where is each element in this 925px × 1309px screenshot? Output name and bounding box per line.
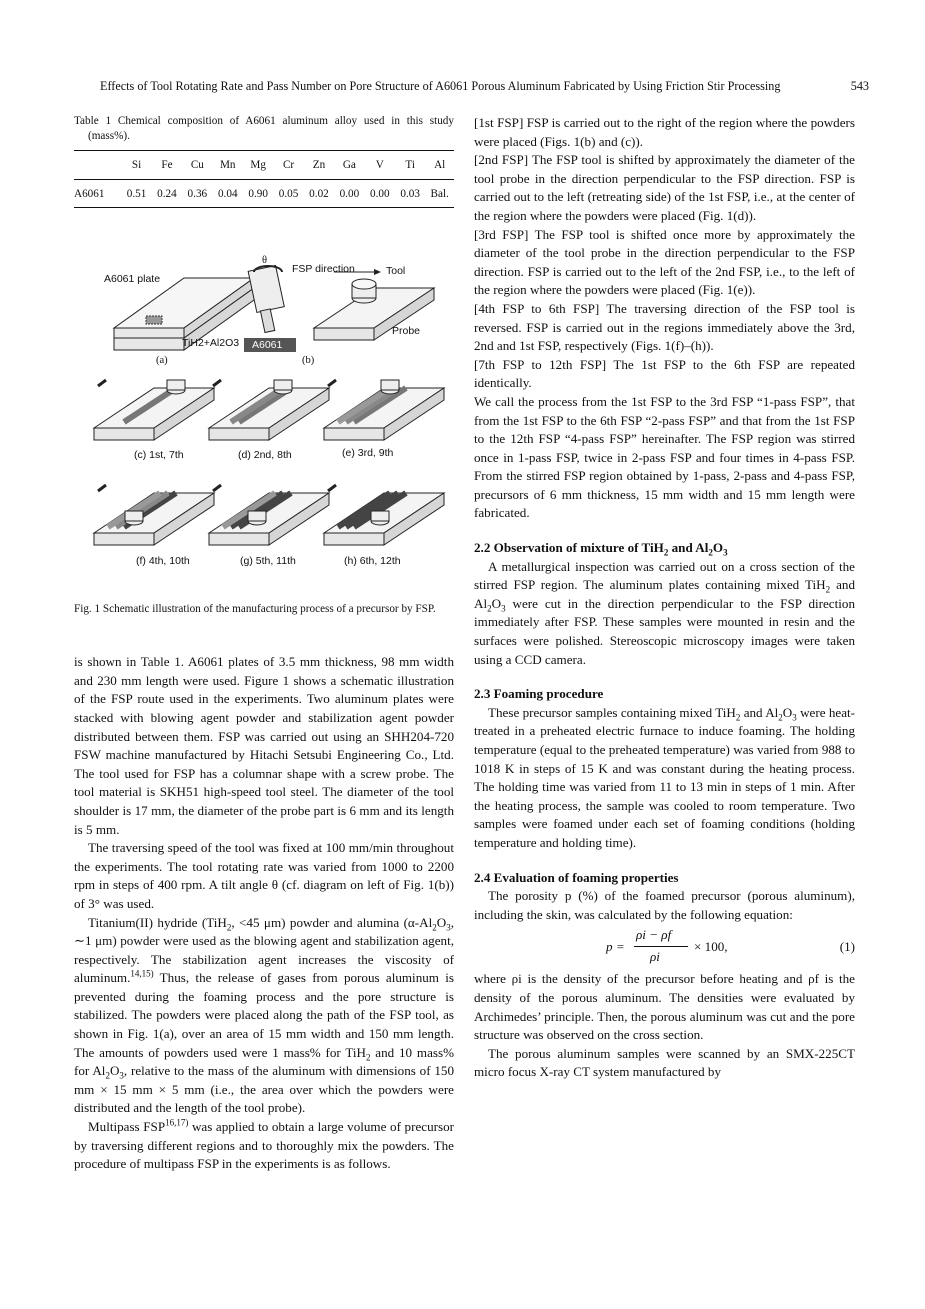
fig-g-plate [209,485,329,545]
body-paragraph: A metallurgical inspection was carried out on a cross section of the stirred FSP region. The aluminum plates containing mixed TiH$_2$ and $Al_2O_3$ were cut in the direction perpendicular to the FSP direction immediately after FSP. These samples were mounted in resin and the surfaces were polished. Stereoscopic microscopy images were taken using a CCD camera. [474,558,856,667]
section-heading-2-3: 2.3 Foaming procedure [474,686,604,702]
table1-caption: Table 1 Chemical composition of A6061 aluminum alloy used in this study (mass%). [74,115,454,142]
procedure-step-1: [1st FSP] FSP is carried out to the right of the region where the powders were placed (Figs. 1(b) and (c)). [474,115,855,149]
table-cell: A6061 [74,187,105,200]
table-cell: Bal. [430,187,449,200]
eq-number: (1) [839,939,855,955]
table-cell: 0.02 [309,187,329,200]
label-g: (g) 5th, 11th [240,555,296,568]
table1 [74,150,454,208]
body-paragraph: where ρi is the density of the precursor before heating and ρf is the density of the porous aluminum. The densities were evaluated by Archimedes’ principle. Then, the porous aluminum was cut and the pore structure was observed on the cross section. [474,971,855,1043]
equation-1 [474,924,855,970]
eq-denominator: ρi [650,949,660,965]
label-theta: θ [262,255,268,267]
table-header: Al [434,159,446,171]
eq-lhs: p = [606,939,625,955]
figure1 [74,248,454,598]
table-header: Cr [282,159,295,171]
eq-rhs: × 100, [694,939,728,955]
body-paragraph: The porosity p (%) of the foamed precursor (porous aluminum), including the skin, was calculated by the following equation: [474,888,855,922]
label-a6061-plate: A6061 plate [104,273,161,286]
table-header: Ti [405,159,415,171]
fig-h-plate [324,485,444,545]
label-probe: Probe [392,325,421,338]
figure1-drawing [74,248,454,598]
fig-d-plate [209,380,329,440]
left-column [74,114,454,1174]
table-cell: 0.90 [248,187,268,200]
fig-f-plate [94,485,214,545]
label-f: (f) 4th, 10th [136,555,190,568]
label-h: (h) 6th, 12th [344,555,401,568]
section-heading-2-4: 2.4 Evaluation of foaming properties [474,869,679,885]
eq-fraction-bar [634,946,688,947]
body-paragraph: Titanium(II) hydride (TiH$_2$, <45 μm) powder and alumina ($\alpha-Al_2O_3$, ∼1 μm) powder were used as the blowing agent and stabilization agent, respectively. The stabilization agent increases the viscosity of aluminum.$^{14,15)}$ Thus, the release of gases from porous aluminum is prevented during the foaming process and the pore structure is stabilized. The powders were placed along the path of the FSP tool, as shown in Fig. 1(a), over an area of 15 mm width and 150 mm length. The amounts of powders used were 1 mass% for TiH$_2$ and 10 mass% for $Al_2O_3$, relative to the mass of the aluminum with dimensions of 150 mm × 15 mm × 5 mm (i.e., the area over which the powders were distributed and the length of the tool probe). [74,914,454,1116]
fig-c-plate [94,380,214,440]
label-tool: Tool [386,265,406,278]
table-header: Ga [342,159,356,171]
body-paragraph: Multipass FSP$^{16,17)}$ was applied to obtain a large volume of precursor by traversing different regions and to thoroughly mix the powders. The procedure of multipass FSP in the experiments is as follows. [74,1117,454,1172]
table-cell: 0.24 [157,187,177,200]
table-cell: 0.51 [126,187,147,200]
table-header: Mn [219,159,236,171]
table-header: Fe [161,159,173,171]
label-c: (c) 1st, 7th [134,449,184,462]
procedure-step-5: [7th FSP to 12th FSP] The 1st FSP to the 6th FSP are repeated identically. [474,356,855,391]
procedure-step-4: [4th FSP to 6th FSP] The traversing direction of the FSP tool is reversed. FSP is carried out in the regions immediately above the 3rd, 2nd and 1st FSP, respectively (Figs. 1(f)–(h)). [474,300,855,354]
right-column [474,114,855,1082]
eq-numerator: ρi − ρf [636,927,672,943]
body-paragraph: The traversing speed of the tool was fixed at 100 mm/min throughout the experiments. The tool rotating rate was varied from 1000 to 2200 rpm in steps of 400 rpm. A tilt angle θ (cf. diagram on left of Fig. 1(b)) of 3° was used. [74,840,454,911]
section-heading-2-2: 2.2 Observation of mixture of TiH$_2$ and $Al_2O_3$ [474,540,728,558]
table-cell: 0.00 [339,187,360,200]
body-paragraph: These precursor samples containing mixed TiH$_2$ and $Al_2O_3$ were heat-treated in a preheated electric furnace to induce foaming. The holding temperature (equal to the preheated temperature) was varied from 988 to 1018 K in steps of 15 K and was constant during the heating process. The holding time was varied from 11 to 13 min in steps of 1 min. After the heating process, the sample was cooled to room temperature. Two samples were foamed under each set of foaming conditions (holding temperature and holding time). [474,704,856,850]
table-header: Zn [312,159,326,171]
table-cell: 0.03 [400,187,420,200]
running-title: Effects of Tool Rotating Rate and Pass Number on Pore Structure of A6061 Porous Aluminum Fabricated by Using Friction Stir Processing [100,79,781,93]
label-fsp-direction: FSP direction [292,263,355,276]
body-paragraph: We call the process from the 1st FSP to the 3rd FSP “1-pass FSP”, that from the 1st FSP to the 6th FSP “2-pass FSP” and that from the 1st FSP to the 12th FSP “4-pass FSP” hereinafter. The FSP region was stirred once in 1-pass FSP, twice in 2-pass FSP and four times in 4-pass FSP. From the stirred FSP region obtained by 1-pass, 2-pass and 4-pass FSP, precursors of 6 mm thickness, 15 mm width and 15 mm length were fabricated. [474,393,855,521]
table-header: Cu [190,159,204,171]
table-header: Mg [250,159,266,171]
body-paragraph: The porous aluminum samples were scanned by an SMX-225CT micro focus X-ray CT system manufactured by [474,1045,855,1080]
table-cell: 0.00 [369,187,390,200]
label-a: (a) [156,355,168,367]
label-d: (d) 2nd, 8th [238,449,292,462]
table-cell: 0.04 [217,187,238,200]
table-header: V [375,159,384,171]
label-e: (e) 3rd, 9th [342,447,394,460]
label-a6061: A6061 [252,339,283,352]
label-b: (b) [302,355,315,367]
page-number: 543 [850,79,869,93]
table-cell: 0.36 [187,187,208,200]
fig-e-plate [324,380,444,440]
table-header-row [74,151,454,180]
label-tih2: TiH2+Al2O3 [182,337,240,350]
procedure-step-2: [2nd FSP] The FSP tool is shifted by approximately the diameter of the tool probe in the direction perpendicular to the FSP direction. FSP is carried out to the left (retreating side) of the 1st FSP, i.e., at the center of the region where the powders were placed (Fig. 1(d)). [474,152,855,223]
procedure-step-3: [3rd FSP] The FSP tool is shifted once more by approximately the diameter of the tool probe in the direction perpendicular to the FSP direction. FSP is carried out to the left of the 2nd FSP, i.e., to the left of the region where the powders were placed (Fig. 1(e)). [474,226,855,298]
body-paragraph: is shown in Table 1. A6061 plates of 3.5 mm thickness, 98 mm width and 230 mm length were used. Figure 1 shows a schematic illustration of the FSP route used in the experiments. Two aluminum plates were stacked with blowing agent powder and stabilization agent powder distributed between them. FSP was carried out using an SHH204-720 FSW machine manufactured by Hitachi Setsubi Engineering Co., Ltd. The tool used for FSP has a columnar shape with a screw probe. The tool material is SKH51 high-speed tool steel. The diameter of the tool shoulder is 17 mm, the diameter of the probe part is 6 mm and its length is 5 mm. [74,654,454,837]
table-row [74,179,454,208]
figure1-caption: Fig. 1 Schematic illustration of the manufacturing process of a precursor by FSP. [74,603,436,616]
table-header: Si [131,159,142,171]
table-cell: 0.05 [278,187,299,200]
table-header [74,151,121,180]
